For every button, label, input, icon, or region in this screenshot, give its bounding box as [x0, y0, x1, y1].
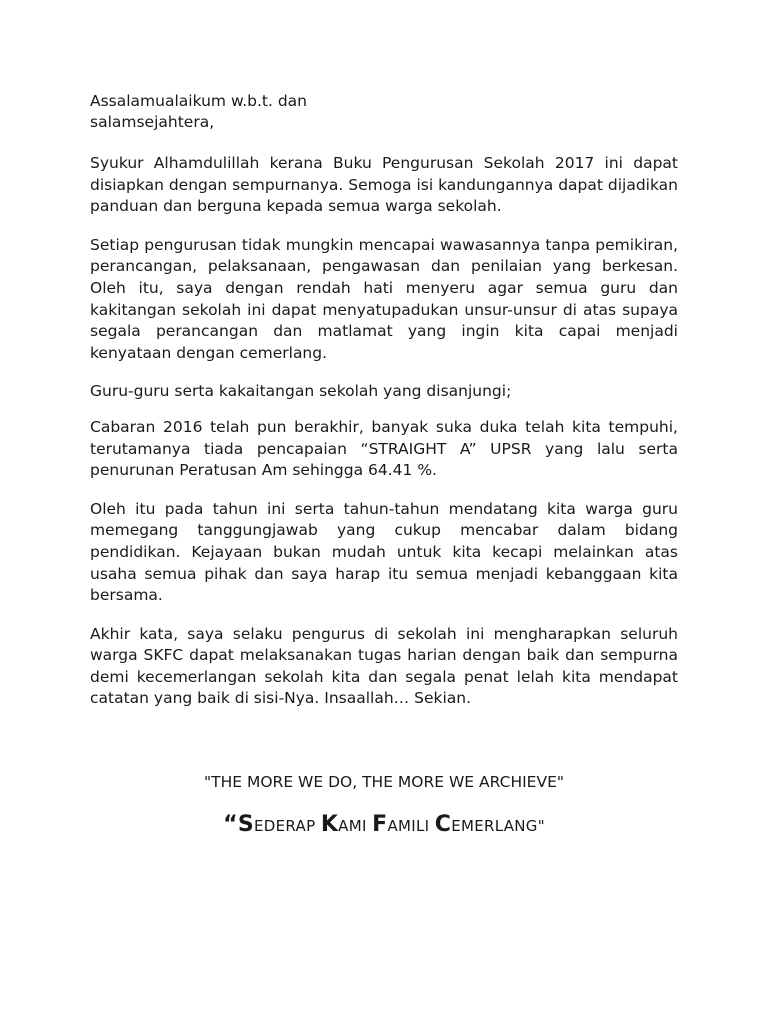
letter-body	[90, 91, 678, 727]
paragraph-responsibility: Oleh itu pada tahun ini serta tahun-tahun mendatang kita warga guru memegang tanggungjawab yang cukup mencabar dalam bidang pendidikan. Kejayaan bukan mudah untuk kita kecapi melainkan atas usaha semua pihak dan saya harap itu semua menjadi kebanggaan kita bersama.	[90, 499, 678, 605]
paragraph-challenge: Cabaran 2016 telah pun berakhir, banyak suka duka telah kita tempuhi, terutamanya tiada pencapaian “STRAIGHT A” UPSR yang lalu serta penurunan Peratusan Am sehingga 64.41 %.	[90, 417, 678, 480]
greeting-line-2: salamsejahtera,	[90, 113, 215, 131]
motto-initial-k: K	[320, 812, 339, 837]
slogan-quote: "THE MORE WE DO, THE MORE WE ARCHIEVE"	[204, 773, 564, 791]
motto-word-sederap: EDERAP	[253, 817, 316, 835]
paragraph-closing: Akhir kata, saya selaku pengurus di sekolah ini mengharapkan seluruh warga SKFC dapat melaksanakan tugas harian dengan baik dan sempurna demi kecemerlangan sekolah kita dan segala penat lelah kita mendapat catatan yang baik di sisi-Nya. Insaallah… Sekian.	[90, 624, 678, 708]
motto-word-famili: AMILI	[387, 817, 430, 835]
greeting	[90, 91, 678, 133]
motto-initial-s: S	[237, 812, 254, 837]
motto-initial-f: F	[372, 812, 388, 837]
paragraph-management: Setiap pengurusan tidak mungkin mencapai wawasannya tanpa pemikiran, perancangan, pelaksanaan, pengawasan dan penilaian yang berkesan. Oleh itu, saya dengan rendah hati menyeru agar semua guru dan kakitangan sekolah ini dapat menyatupadukan unsur-unsur di atas supaya segala perancangan dan matlamat yang ingin kita capai menjadi kenyataan dengan cemerlang.	[90, 235, 678, 362]
motto-word-cemerlang: EMERLANG	[451, 817, 538, 835]
motto-open-quote: “	[223, 812, 238, 837]
paragraph-intro: Syukur Alhamdulillah kerana Buku Pengurusan Sekolah 2017 ini dapat disiapkan dengan sempurnanya. Semoga isi kandungannya dapat dijadikan panduan dan berguna kepada semua warga sekolah.	[90, 154, 678, 216]
school-motto	[0, 812, 768, 837]
motto-close-quote: "	[537, 817, 545, 835]
greeting-line-1: Assalamualaikum w.b.t. dan	[90, 92, 307, 110]
motto-word-kami: AMI	[338, 817, 367, 835]
paragraph-address: Guru-guru serta kakaitangan sekolah yang disanjungi;	[90, 382, 512, 401]
motto-initial-c: C	[434, 812, 452, 837]
